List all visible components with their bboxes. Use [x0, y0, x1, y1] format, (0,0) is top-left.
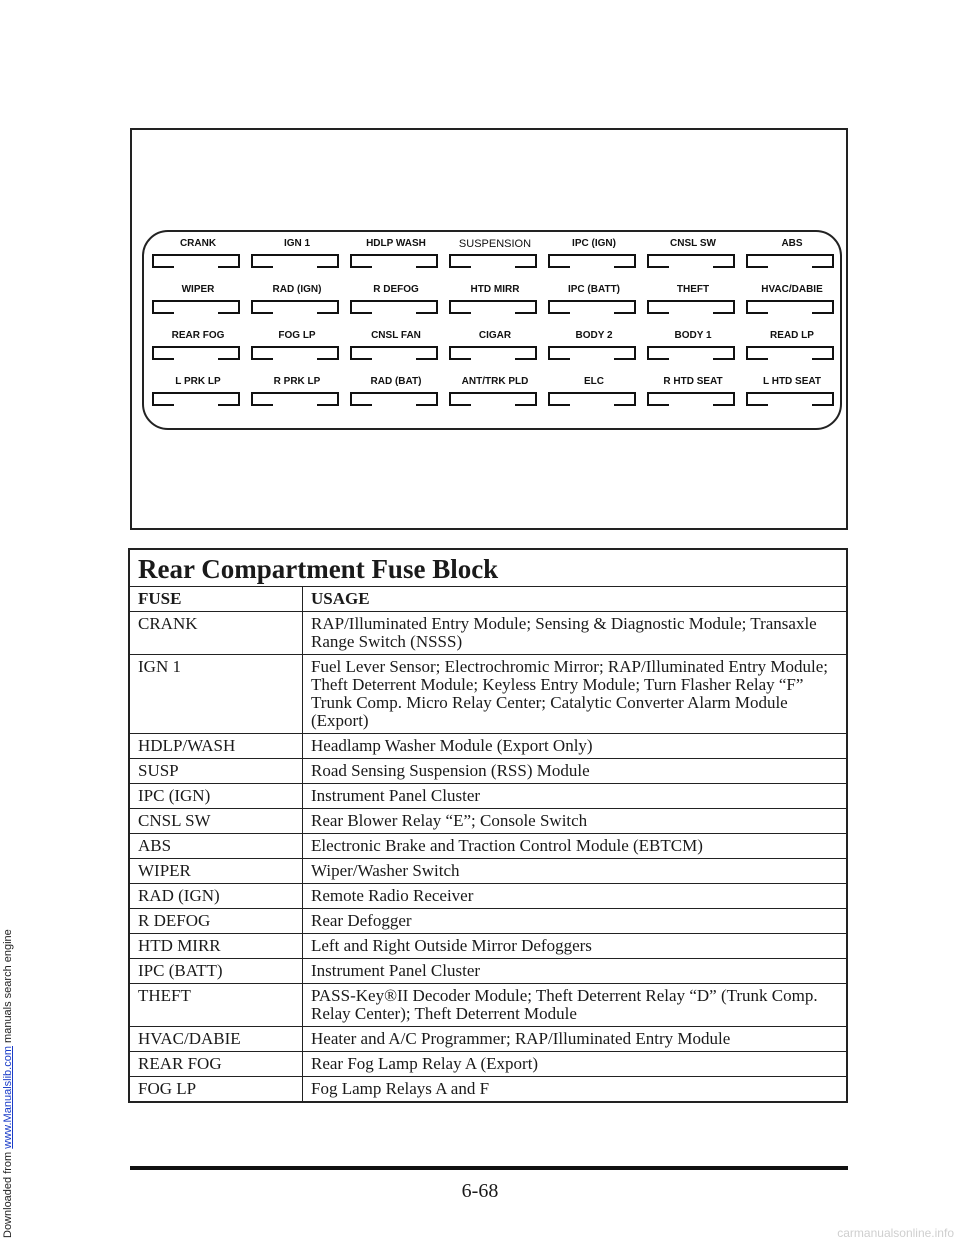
fuse-usage-cell: Wiper/Washer Switch — [303, 859, 848, 884]
table-row — [129, 959, 847, 984]
fuse-usage-cell: Rear Defogger — [303, 909, 848, 934]
fuse-usage-cell: Rear Fog Lamp Relay A (Export) — [303, 1052, 848, 1077]
fuse-label: ABS — [781, 238, 803, 249]
fuse-label: R PRK LP — [273, 376, 321, 387]
table-row — [129, 1027, 847, 1052]
table-row — [129, 834, 847, 859]
fuse-usage-cell: Rear Blower Relay “E”; Console Switch — [303, 809, 848, 834]
fuse-usage-cell: Electronic Brake and Traction Control Module (EBTCM) — [303, 834, 848, 859]
fuse-usage-cell: Road Sensing Suspension (RSS) Module — [303, 759, 848, 784]
fuse-cell — [645, 238, 741, 282]
fuse-label: IGN 1 — [283, 238, 311, 249]
fuse-cell — [546, 238, 642, 282]
fuse-slot — [350, 254, 438, 268]
fuse-slot — [350, 346, 438, 360]
fuse-slot — [350, 392, 438, 406]
fuse-panel-outline — [142, 230, 842, 430]
table-row — [129, 884, 847, 909]
fuse-slot — [647, 254, 735, 268]
fuse-cell — [447, 284, 543, 328]
fuse-label: L PRK LP — [175, 376, 221, 387]
fuse-label: ANT/TRK PLD — [461, 376, 529, 387]
fuse-usage-cell: Fuel Lever Sensor; Electrochromic Mirror; RAP/Illuminated Entry Module; Theft Deterrent Module; Keyless Entry Module; Turn Flasher Relay “F” Trunk Comp. Micro Relay Center; Catalytic Converter Alarm Module (Export) — [303, 655, 848, 734]
fuse-slot — [548, 300, 636, 314]
table-row — [129, 734, 847, 759]
fuse-cell — [645, 284, 741, 328]
fuse-name-cell: WIPER — [129, 859, 303, 884]
fuse-slot — [647, 346, 735, 360]
fuse-label: BODY 2 — [575, 330, 613, 341]
fuse-name-cell: CRANK — [129, 612, 303, 655]
fuse-slot — [152, 254, 240, 268]
fuse-label: R HTD SEAT — [663, 376, 723, 387]
fuse-name-cell: REAR FOG — [129, 1052, 303, 1077]
fuse-slot — [647, 392, 735, 406]
download-prefix: Downloaded from — [2, 1148, 14, 1238]
fuse-label: READ LP — [770, 330, 814, 341]
header-fuse: FUSE — [129, 587, 303, 612]
fuse-name-cell: HVAC/DABIE — [129, 1027, 303, 1052]
fuse-label: CNSL FAN — [371, 330, 421, 341]
fuse-cell — [348, 330, 444, 374]
fuse-name-cell: IPC (BATT) — [129, 959, 303, 984]
table-row — [129, 909, 847, 934]
fuse-name-cell: CNSL SW — [129, 809, 303, 834]
fuse-name-cell: FOG LP — [129, 1077, 303, 1103]
fuse-usage-cell: Remote Radio Receiver — [303, 884, 848, 909]
table-row — [129, 612, 847, 655]
fuse-cell — [150, 330, 246, 374]
fuse-cell — [447, 330, 543, 374]
fuse-name-cell: ABS — [129, 834, 303, 859]
fuse-slot — [152, 346, 240, 360]
fuse-label: HVAC/DABIE — [761, 284, 823, 295]
fuse-name-cell: RAD (IGN) — [129, 884, 303, 909]
fuse-cell — [348, 238, 444, 282]
fuse-cell — [447, 376, 543, 420]
fuse-slot — [449, 346, 537, 360]
fuse-label: RAD (IGN) — [272, 284, 322, 295]
table-row — [129, 1077, 847, 1103]
fuse-cell — [744, 238, 840, 282]
table-row — [129, 759, 847, 784]
fuse-cell — [546, 284, 642, 328]
table-row — [129, 784, 847, 809]
fuse-label: IPC (IGN) — [572, 238, 616, 249]
fuse-usage-cell: Fog Lamp Relays A and F — [303, 1077, 848, 1103]
download-suffix: manuals search engine — [2, 929, 14, 1047]
fuse-slot — [746, 346, 834, 360]
fuse-cell — [744, 284, 840, 328]
fuse-usage-cell: PASS-Key®II Decoder Module; Theft Deterrent Relay “D” (Trunk Comp. Relay Center); Theft Deterrent Module — [303, 984, 848, 1027]
fuse-cell — [249, 284, 345, 328]
fuse-cell — [249, 330, 345, 374]
fuse-name-cell: SUSP — [129, 759, 303, 784]
fuse-slot — [251, 392, 339, 406]
fuse-label: CIGAR — [478, 330, 512, 341]
fuse-cell — [744, 376, 840, 420]
fuse-cell — [447, 238, 543, 282]
table-row — [129, 1052, 847, 1077]
fuse-label: THEFT — [676, 284, 710, 295]
fuse-name-cell: IPC (IGN) — [129, 784, 303, 809]
fuse-usage-table — [128, 548, 848, 1103]
fuse-label: REAR FOG — [171, 330, 225, 341]
fuse-slot — [746, 392, 834, 406]
fuse-slot — [746, 254, 834, 268]
fuse-label: RAD (BAT) — [370, 376, 422, 387]
fuse-label: BODY 1 — [674, 330, 712, 341]
fuse-label: FOG LP — [278, 330, 316, 341]
fuse-cell — [546, 330, 642, 374]
fuse-slot — [746, 300, 834, 314]
fuse-usage-cell: Instrument Panel Cluster — [303, 784, 848, 809]
fuse-slot — [548, 346, 636, 360]
watermark: carmanualsonline.info — [837, 1226, 954, 1240]
fuse-label: SUSPENSION — [458, 238, 532, 250]
table-row — [129, 984, 847, 1027]
fuse-block-figure — [130, 128, 848, 530]
fuse-cell — [348, 376, 444, 420]
fuse-cell — [645, 330, 741, 374]
fuse-cell — [645, 376, 741, 420]
fuse-slot — [251, 254, 339, 268]
fuse-label: CRANK — [179, 238, 217, 249]
table-header-row — [129, 587, 847, 612]
fuse-label: CNSL SW — [670, 238, 716, 249]
fuse-name-cell: HDLP/WASH — [129, 734, 303, 759]
fuse-slot — [449, 254, 537, 268]
fuse-slot — [350, 300, 438, 314]
fuse-label: HDLP WASH — [366, 238, 426, 249]
fuse-label: IPC (BATT) — [567, 284, 621, 295]
fuse-slot — [548, 254, 636, 268]
fuse-slot — [152, 392, 240, 406]
fuse-slot — [548, 392, 636, 406]
fuse-usage-cell: RAP/Illuminated Entry Module; Sensing & Diagnostic Module; Transaxle Range Switch (NSSS) — [303, 612, 848, 655]
manualslib-link[interactable]: www.Manualslib.com — [2, 1046, 14, 1149]
table-row — [129, 859, 847, 884]
fuse-name-cell: R DEFOG — [129, 909, 303, 934]
fuse-slot — [449, 392, 537, 406]
table-title: Rear Compartment Fuse Block — [129, 549, 847, 587]
fuse-name-cell: THEFT — [129, 984, 303, 1027]
fuse-cell — [744, 330, 840, 374]
fuse-cell — [150, 284, 246, 328]
fuse-slot — [251, 346, 339, 360]
fuse-cell — [150, 238, 246, 282]
fuse-usage-cell: Headlamp Washer Module (Export Only) — [303, 734, 848, 759]
fuse-label: R DEFOG — [373, 284, 419, 295]
footer-rule — [130, 1166, 848, 1170]
fuse-usage-cell: Heater and A/C Programmer; RAP/Illuminated Entry Module — [303, 1027, 848, 1052]
table-row — [129, 655, 847, 734]
fuse-label: ELC — [584, 376, 604, 387]
fuse-slot — [449, 300, 537, 314]
fuse-label: HTD MIRR — [470, 284, 520, 295]
fuse-name-cell: HTD MIRR — [129, 934, 303, 959]
fuse-label: WIPER — [181, 284, 215, 295]
fuse-cell — [348, 284, 444, 328]
fuse-cell — [150, 376, 246, 420]
fuse-name-cell: IGN 1 — [129, 655, 303, 734]
fuse-slot — [251, 300, 339, 314]
fuse-slot — [152, 300, 240, 314]
fuse-slot — [647, 300, 735, 314]
table-row — [129, 934, 847, 959]
fuse-usage-cell: Instrument Panel Cluster — [303, 959, 848, 984]
fuse-cell — [546, 376, 642, 420]
header-usage: USAGE — [303, 587, 848, 612]
fuse-label: L HTD SEAT — [763, 376, 821, 387]
fuse-cell — [249, 238, 345, 282]
page-number: 6-68 — [461, 1180, 499, 1202]
fuse-usage-cell: Left and Right Outside Mirror Defoggers — [303, 934, 848, 959]
fuse-cell — [249, 376, 345, 420]
table-row — [129, 809, 847, 834]
